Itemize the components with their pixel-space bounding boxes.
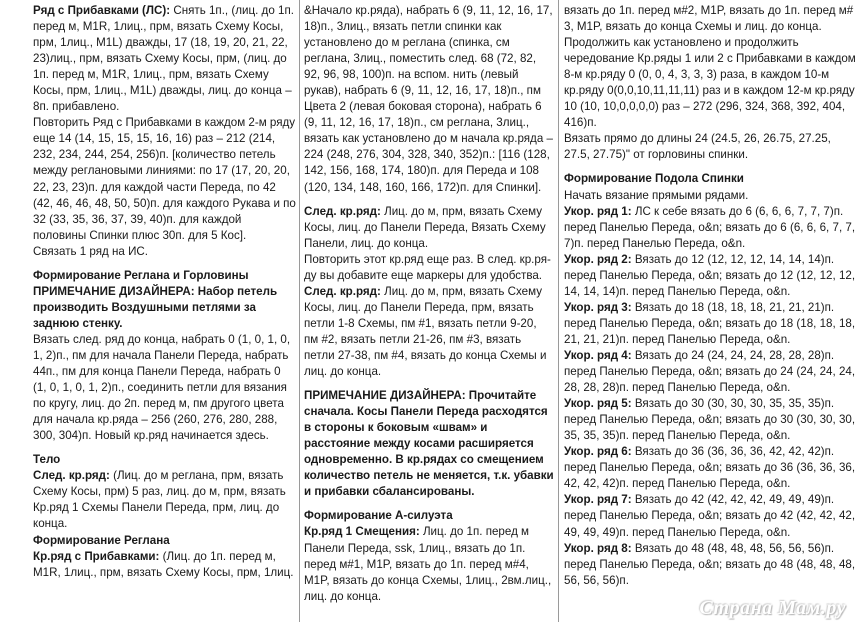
short-row-1: Укор. ряд 1: ЛС к себе вязать до 6 (6, 6, 6, 7, 7, 7)п. перед Панелью Переда, o&n; вязать до 6 (6, 6, 6, 7, 7, 7)п. перед Панелью Переда, o&n.	[564, 204, 856, 250]
text-column-3	[564, 3, 858, 625]
short-row-8: Укор. ряд 8: Вязать до 48 (48, 48, 48, 56, 56, 56)п. перед Панелью Переда, o&n; вязать до 48 (48, 48, 48, 56, 56, 56)п.	[564, 541, 856, 587]
section-heading-body: Тело	[33, 453, 61, 467]
section-heading-a-line: Формирование А-силуэта	[304, 509, 453, 523]
short-row-2: Укор. ряд 2: Вязать до 12 (12, 12, 12, 14, 14, 14)п. перед Панелью Переда, o&n; вязать до 12 (12, 12, 12, 14, 14, 14)п. перед Панелью Переда, o&n.	[564, 252, 856, 298]
text-column-1	[33, 3, 296, 625]
designer-note: ПРИМЕЧАНИЕ ДИЗАЙНЕРА: Набор петель производить Воздушными петлями за заднюю стенку.	[33, 284, 278, 330]
text-column-2	[304, 3, 554, 625]
paragraph-begin-rows: Начать вязание прямыми рядами.	[564, 188, 749, 202]
row-label: Кр.ряд с Прибавками:	[33, 549, 160, 563]
short-row-3: Укор. ряд 3: Вязать до 18 (18, 18, 18, 21, 21, 21)п. перед Панелью Переда, o&n; вязать до 18 (18, 18, 18, 21, 21, 21)п. перед Панелью Переда, o&n.	[564, 300, 856, 346]
paragraph-shift-round-1: Кр.ряд 1 Смещения: Лиц. до 1п. перед м Панели Переда, ssk, 1лиц., вязать до 1п. перед м#1, M1P, вязать до 1п. перед м#4, M1P, вязать до конца Схемы, 1лиц., 2вм.лиц., лиц. до конца.	[304, 525, 552, 603]
row-label: Укор. ряд 8:	[564, 541, 632, 555]
row-label: Укор. ряд 2:	[564, 252, 632, 266]
row-label: Кр.ряд 1 Смещения:	[304, 525, 420, 539]
paragraph-work-straight: Вязать прямо до длины 24 (24.5, 26, 26.75, 27.25, 27.5, 27.75)" от горловины спинки.	[564, 132, 831, 162]
row-label: След. кр.ряд:	[33, 469, 110, 483]
paragraph-repeat-round: Повторить этот кр.ряд еще раз. В след. кр.ря-ду вы добавите еще маркеры для удобства.	[304, 252, 551, 282]
row-label: Укор. ряд 7:	[564, 493, 632, 507]
row-label: Укор. ряд 3:	[564, 300, 632, 314]
paragraph-next-round: След. кр.ряд: (Лиц. до м реглана, прм, вязать Схему Косы, прм) 5 раз, лиц. до м, прм, вязать Кр.ряд 1 Схемы Панели Переда, прм, лиц. до конца.	[33, 469, 286, 531]
short-row-5: Укор. ряд 5: Вязать до 30 (30, 30, 30, 35, 35, 35)п. перед Панелью Переда, o&n; вязать до 30 (30, 30, 30, 35, 35, 35)п. перед Панелью Переда, o&n.	[564, 397, 856, 443]
designer-note: ПРИМЕЧАНИЕ ДИЗАЙНЕРА: Прочитайте сначала. Косы Панели Переда расходятся в стороны к боковым «швам» и расстояние между косами расширяется одновременно. В кр.рядах со смещением количество петель не меняется, т.к. убавки и прибавки сбалансированы.	[304, 389, 554, 499]
short-row-7: Укор. ряд 7: Вязать до 42 (42, 42, 42, 49, 49, 49)п. перед Панелью Переда, o&n; вязать до 42 (42, 42, 42, 49, 49, 49)п. перед Панелью Переда, o&n.	[564, 493, 856, 539]
row-label: Укор. ряд 1:	[564, 204, 632, 218]
row-label: След. кр.ряд:	[304, 284, 381, 298]
paragraph-next-round-a: След. кр.ряд: Лиц. до м, прм, вязать Схему Косы, лиц. до Панели Переда, Вязать Схему Панели, лиц. до конца.	[304, 204, 546, 250]
row-label: Укор. ряд 4:	[564, 348, 632, 362]
site-watermark: Страна Мам.ру	[699, 597, 846, 619]
section-heading-raglan-neckline: Формирование Реглана и Горловины	[33, 268, 249, 282]
short-row-6: Укор. ряд 6: Вязать до 36 (36, 36, 36, 42, 42, 42)п. перед Панелью Переда, o&n; вязать до 36 (36, 36, 36, 42, 42, 42)п. перед Панелью Переда, o&n.	[564, 445, 856, 491]
paragraph-cast-on-sides: &Начало кр.ряда), набрать 6 (9, 11, 12, 16, 17, 18)п., 3лиц., вязать петли спинки как установлено до м реглана (спинка, см реглана, 3лиц., поместить след. 68 (72, 82, 92, 96, 98, 100)п. на вспом. нить (левый рукав), набрать 6 (9, 11, 12, 16, 17, 18)п., пм Цвета 2 (левая боковая сторона), набрать 6 (9, 11, 12, 16, 17, 18)п., см реглана, 3лиц., вязать как установлено до м начала кр.ряда – 224 (248, 276, 304, 328, 340, 352)п.: [116 (128, 142, 156, 168, 174, 180)п. для Переда и 108 (120, 134, 148, 160, 166, 172)п. для Спинки].	[304, 4, 553, 194]
column-divider-right	[558, 0, 559, 622]
paragraph-increase-round: Кр.ряд с Прибавками: (Лиц. до 1п. перед м, M1R, 1лиц., прм, вязать Схему Косы, прм, 1лиц.	[33, 549, 294, 579]
paragraph-next-round-b: След. кр.ряд: Лиц. до м, прм, вязать Схему Косы, лиц. до Панели Переда, прм, вязать петли 1-8 Схемы, пм #1, вязать петли 9-20, пм #2, вязать петли 21-26, пм #3, вязать петли 27-38, пм #4, вязать до конца Схемы и лиц. до конца.	[304, 284, 547, 379]
paragraph-increase-row: Ряд с Прибавками (ЛС): Снять 1п., (лиц. до 1п. перед м, M1R, 1лиц., прм, вязать Схему Косы, прм, 1лиц., M1L) дважды, 17 (18, 19, 20, 21, 22, 23)лиц., прм, вязать Схему Косы, прм, (лиц. до 1п. перед м, M1R, 1лиц., прм, вязать Схему Косы, прм, 1лиц., M1L) дважды, лиц. до конца – 8п. прибавлено.	[33, 4, 294, 114]
section-heading-back-hem: Формирование Подола Спинки	[564, 172, 744, 186]
short-row-4: Укор. ряд 4: Вязать до 24 (24, 24, 24, 28, 28, 28)п. перед Панелью Переда, o&n; вязать до 24 (24, 24, 24, 28, 28, 28)п. перед Панелью Переда, o&n.	[564, 348, 856, 395]
row-label: Укор. ряд 5:	[564, 397, 632, 411]
paragraph-continue-markers: вязать до 1п. перед м#2, M1P, вязать до 1п. перед м# 3, M1P, вязать до конца Схемы и лиц. до конца.	[564, 4, 854, 34]
paragraph-continue-alternate: Продолжить как установлено и продолжить чередование Кр.ряды 1 или 2 с Прибавками в каждом 8-м кр.ряду 0 (0, 0, 4, 3, 3, 3) раза, в каждом 10-м кр.ряду 0(0,0,10,11,11,11) раз и в каждом 12-м кр.ряду 10 (10, 10,0,0,0,0) раз – 272 (296, 324, 368, 392, 404, 416)п.	[564, 36, 856, 130]
row-label: Ряд с Прибавками (ЛС):	[33, 4, 171, 17]
paragraph-join-round: Вязать след. ряд до конца, набрать 0 (1, 0, 1, 0, 1, 2)п., пм для начала Панели Переда, набрать 44п., пм для конца Панели Переда, набрать 0 (1, 0, 1, 0, 1, 2)п., соединить петли для вязания по кругу, лиц. до 2п. перед м, пм другого цвета для начала кр.ряда – 256 (260, 276, 280, 288, 300, 304)п. Новый кр.ряд начинается здесь.	[33, 332, 291, 443]
row-label: Укор. ряд 6:	[564, 445, 632, 459]
section-heading-raglan: Формирование Реглана	[33, 533, 170, 547]
column-divider-left	[299, 0, 300, 622]
paragraph-one-row-ws: Связать 1 ряд на ИС.	[33, 244, 149, 258]
row-label: След. кр.ряд:	[304, 204, 381, 218]
paragraph-repeat-increase: Повторить Ряд с Прибавками в каждом 2-м ряду еще 14 (14, 15, 15, 15, 16, 16) раз – 212 (214, 232, 234, 244, 254, 256)п. [количество петель между реглановыми линиями: по 17 (17, 20, 20, 22, 23, 23)п. для каждой части Переда, по 42 (42, 46, 46, 48, 50, 50)п. для каждого Рукава и по 32 (33, 35, 36, 37, 39, 40)п. для каждой половины Спинки плюс 30п. для 5 Кос].	[33, 116, 296, 242]
